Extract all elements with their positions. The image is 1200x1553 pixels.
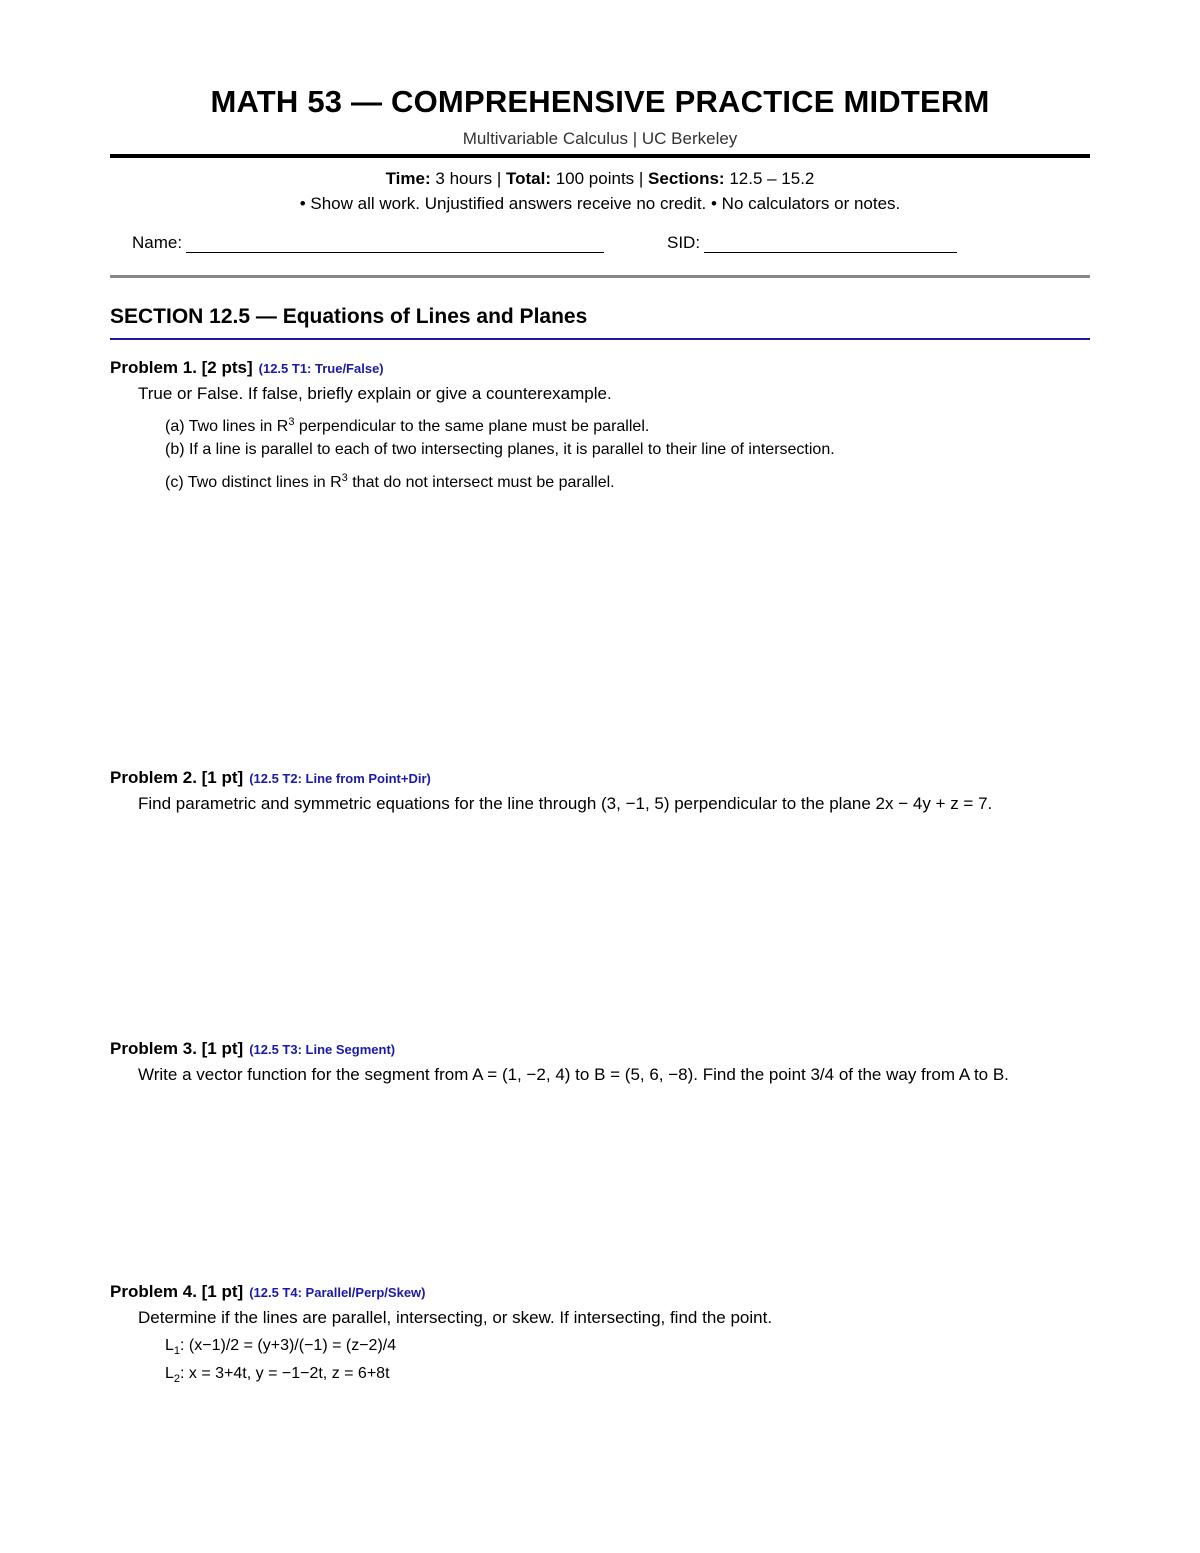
section-title: SECTION 12.5 — Equations of Lines and Planes bbox=[110, 305, 588, 328]
section-divider bbox=[110, 338, 1090, 340]
sid-label: SID: bbox=[667, 233, 701, 252]
part-text: that do not intersect must be parallel. bbox=[347, 474, 615, 491]
sections-value: 12.5 – 15.2 bbox=[729, 169, 815, 188]
problem-4 bbox=[110, 1280, 1090, 1388]
problem-text: Determine if the lines are parallel, intersecting, or skew. If intersecting, find the point. bbox=[138, 1308, 773, 1327]
exam-rules: • Show all work. Unjustified answers receive no credit. • No calculators or notes. bbox=[299, 194, 901, 213]
exam-info bbox=[110, 169, 1090, 189]
sections-label: Sections: bbox=[648, 169, 725, 188]
problem-tag: (12.5 T4: Parallel/Perp/Skew) bbox=[249, 1285, 426, 1300]
exam-subtitle: Multivariable Calculus | UC Berkeley bbox=[462, 129, 738, 148]
problem-header bbox=[110, 766, 1090, 790]
subscript: 1 bbox=[173, 1345, 181, 1357]
problem-text: True or False. If false, briefly explain or give a counterexample. bbox=[138, 384, 612, 403]
problem-label: Problem 4. [1 pt] bbox=[110, 1282, 244, 1301]
problem-label: Problem 1. [2 pts] bbox=[110, 358, 253, 377]
problem-header bbox=[110, 1280, 1090, 1304]
sid-blank[interactable] bbox=[704, 234, 957, 253]
problem-label: Problem 3. [1 pt] bbox=[110, 1039, 244, 1058]
problem-part-c bbox=[165, 464, 1090, 492]
problem-2 bbox=[110, 766, 1090, 818]
part-text: perpendicular to the same plane must be parallel. bbox=[294, 418, 650, 435]
header-bottom-divider bbox=[110, 275, 1090, 278]
problem-tag: (12.5 T1: True/False) bbox=[258, 361, 384, 376]
line-name: L bbox=[165, 1337, 174, 1354]
line-equation: : x = 3+4t, y = −1−2t, z = 6+8t bbox=[180, 1365, 390, 1382]
problem-3 bbox=[110, 1037, 1090, 1089]
problem-header bbox=[110, 356, 1090, 380]
problem-text: Write a vector function for the segment from A = (1, −2, 4) to B = (5, 6, −8). Find the point 3/4 of the way from A to B. bbox=[138, 1065, 1009, 1084]
subscript: 2 bbox=[173, 1373, 181, 1385]
problem-part-b bbox=[165, 436, 1090, 464]
name-label: Name: bbox=[132, 233, 183, 252]
line-equation: : (x−1)/2 = (y+3)/(−1) = (z−2)/4 bbox=[180, 1337, 397, 1354]
problem-1 bbox=[110, 356, 1090, 492]
sid-field[interactable] bbox=[667, 233, 957, 253]
time-value: 3 hours bbox=[435, 169, 493, 188]
line-l1 bbox=[165, 1332, 1090, 1360]
name-blank[interactable] bbox=[186, 234, 604, 253]
part-text: (c) Two distinct lines in R bbox=[165, 474, 342, 491]
line-l2 bbox=[165, 1360, 1090, 1388]
problem-tag: (12.5 T2: Line from Point+Dir) bbox=[249, 771, 431, 786]
problem-text: Find parametric and symmetric equations for the line through (3, −1, 5) perpendicular to the plane 2x − 4y + z = 7. bbox=[138, 794, 993, 813]
separator: | bbox=[492, 169, 506, 188]
name-field[interactable] bbox=[132, 233, 604, 253]
problem-label: Problem 2. [1 pt] bbox=[110, 768, 244, 787]
line-name: L bbox=[165, 1365, 174, 1382]
superscript: 3 bbox=[288, 416, 295, 428]
problem-part-a bbox=[165, 408, 1090, 436]
separator: | bbox=[634, 169, 649, 188]
superscript: 3 bbox=[341, 472, 348, 484]
problem-header bbox=[110, 1037, 1090, 1061]
exam-title: MATH 53 — COMPREHENSIVE PRACTICE MIDTERM bbox=[210, 84, 990, 119]
part-text: (b) If a line is parallel to each of two intersecting planes, it is parallel to their line of intersection. bbox=[165, 441, 835, 458]
time-label: Time: bbox=[385, 169, 431, 188]
total-label: Total: bbox=[505, 169, 551, 188]
problem-tag: (12.5 T3: Line Segment) bbox=[249, 1042, 396, 1057]
total-value: 100 points bbox=[555, 169, 635, 188]
part-text: (a) Two lines in R bbox=[165, 418, 289, 435]
header-divider bbox=[110, 154, 1090, 158]
